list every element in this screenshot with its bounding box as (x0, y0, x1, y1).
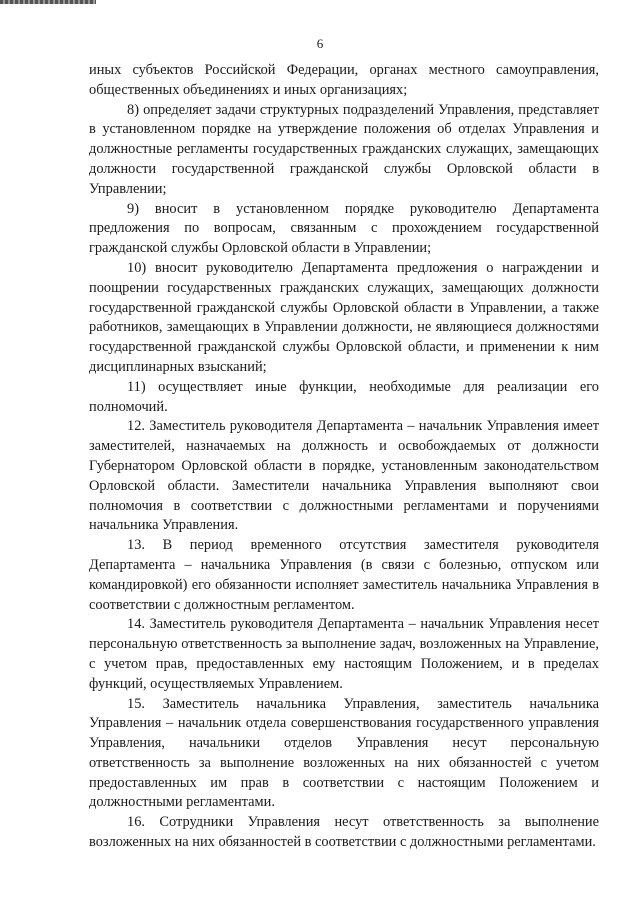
paragraph-continuation: иных субъектов Российской Федерации, органах местного самоуправления, общественных объединениях и иных организациях; (89, 62, 599, 98)
scan-artifact-line (0, 0, 96, 4)
paragraph-section-14: 14. Заместитель руководителя Департамента – начальник Управления несет персональную ответственность за выполнение задач, возложенных на Управление, с учетом прав, предоставленных ему настоящим Положением, и в пределах функций, осуществляемых Управлением. (89, 616, 599, 692)
paragraph-item-9: 9) вносит в установленном порядке руководителю Департамента предложения по вопросам, связанным с прохождением государственной гражданской службы Орловской области в Управлении; (89, 200, 599, 257)
document-body (89, 61, 599, 853)
paragraph-item-10: 10) вносит руководителю Департамента предложения о награждении и поощрении государственных гражданских служащих, замещающих должности государственной гражданской службы Орловской области в Управлении, а также работников, замещающих в Управлении должности, не являющиеся должностями государственной гражданской службы Орловской области, и применении к ним дисциплинарных взысканий; (89, 259, 599, 375)
paragraph-section-13: 13. В период временного отсутствия заместителя руководителя Департамента – начальника Управления (в связи с болезнью, отпуском или командировкой) его обязанности исполняет заместитель начальника Управления в соответствии с должностным регламентом. (89, 537, 599, 613)
paragraph-item-8: 8) определяет задачи структурных подразделений Управления, представляет в установленном порядке на утверждение положения об отделах Управления и должностные регламенты государственных гражданских служащих, замещающих должности государственной гражданской службы Орловской области в Управлении; (89, 101, 599, 197)
paragraph-section-15: 15. Заместитель начальника Управления, заместитель начальника Управления – начальник отдела совершенствования государственного управления Управления, начальники отделов Управления несут персональную ответственность за выполнение возложенных на них обязанностей с учетом предоставленных им прав в соответствии с настоящим Положением и должностными регламентами. (89, 695, 599, 811)
paragraph-section-16: 16. Сотрудники Управления несут ответственность за выполнение возложенных на них обязанностей в соответствии с должностными регламентами. (89, 814, 599, 851)
paragraph-item-11: 11) осуществляет иные функции, необходимые для реализации его полномочий. (89, 378, 599, 415)
paragraph-section-12: 12. Заместитель руководителя Департамента – начальник Управления имеет заместителей, назначаемых на должность и освобождаемых от должности Губернатором Орловской области в порядке, установленным законодательством Орловской области. Заместители начальника Управления выполняют свои полномочия в соответствии с должностными регламентами и поручениями начальника Управления. (89, 418, 599, 534)
page-number: 6 (316, 36, 324, 51)
